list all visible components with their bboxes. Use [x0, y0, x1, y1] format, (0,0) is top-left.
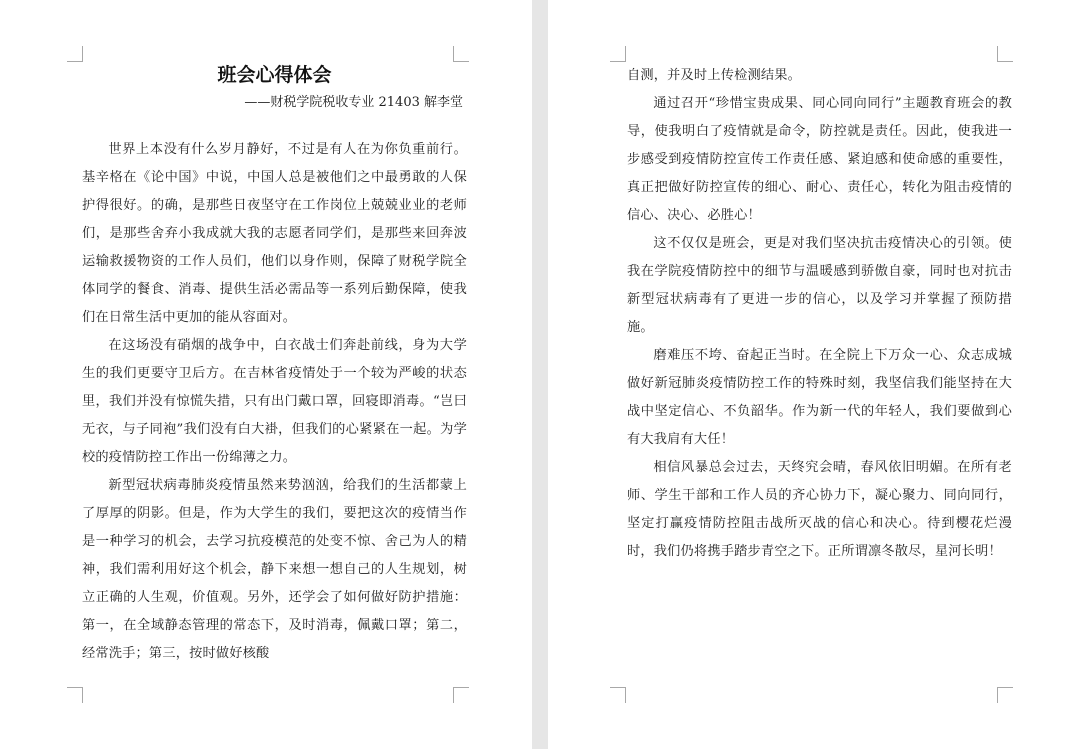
page-corner-mark: [67, 687, 83, 703]
paragraph: 通过召开“珍惜宝贵成果、同心同向同行”主题教育班会的教导，使我明白了疫情就是命令，防控就是责任。因此，使我进一步感受到疫情防控宣传工作责任感、紧迫感和使命感的重要性，真正把做好防控宣传的细心、耐心、责任心，转化为阻击疫情的信心、决心、必胜心！: [627, 96, 1012, 223]
paragraph-continuation: 自测，并及时上传检测结果。: [627, 68, 802, 83]
paragraph: 新型冠状病毒肺炎疫情虽然来势汹汹，给我们的生活都蒙上了厚厚的阴影。但是，作为大学生的我们，要把这次的疫情当作是一种学习的机会，去学习抗疫模范的处变不惊、舍己为人的精神，我们需利用好这个机会，静下来想一想自己的人生规划，树立正确的人生观，价值观。另外，还学会了如何做好防护措施：第一，在全域静态管理的常态下，及时消毒，佩戴口罩；第二，经常洗手；第三，按时做好核酸: [82, 478, 467, 661]
paragraph: 磨难压不垮、奋起正当时。在全院上下万众一心、众志成城做好新冠肺炎疫情防控工作的特殊时刻，我坚信我们能坚持在大战中坚定信心、不负韶华。作为新一代的年轻人，我们要做到心有大我肩有大任！: [627, 348, 1012, 447]
document-subtitle: ——财税学院税收专业 21403 解李堂: [244, 95, 463, 110]
page-corner-mark: [453, 46, 469, 62]
page-corner-mark: [67, 46, 83, 62]
document-page-right: [548, 0, 1080, 749]
paragraph: 世界上本没有什么岁月静好，不过是有人在为你负重前行。基辛格在《论中国》中说，中国人总是被他们之中最勇敢的人保护得很好。的确，是那些日夜坚守在工作岗位上兢兢业业的老师们，是那些舍弃小我成就大我的志愿者同学们，是那些来回奔波运输救援物资的工作人员们，他们以身作则，保障了财税学院全体同学的餐食、消毒、提供生活必需品等一系列后勤保障，使我们在日常生活中更加的能从容面对。: [82, 142, 467, 325]
paragraph: 在这场没有硝烟的战争中，白衣战士们奔赴前线，身为大学生的我们更要守卫后方。在吉林省疫情处于一个较为严峻的状态里，我们并没有惊慌失措，只有出门戴口罩，回寝即消毒。“岂曰无衣，与子同袍”我们没有白大褂，但我们的心紧紧在一起。为学校的疫情防控工作出一份绵薄之力。: [82, 338, 467, 465]
page-corner-mark: [997, 687, 1013, 703]
document-title: 班会心得体会: [217, 64, 332, 86]
page-corner-mark: [610, 687, 626, 703]
page-text-area[interactable]: [627, 62, 1012, 566]
paragraph: 相信风暴总会过去，天终究会晴，春风依旧明媚。在所有老师、学生干部和工作人员的齐心协力下，凝心聚力、同向同行，坚定打赢疫情防控阻击战所灭战的信心和决心。待到樱花烂漫时，我们仍将携手踏步青空之下。正所谓凛冬散尽，星河长明！: [627, 460, 1012, 559]
page-text-area[interactable]: [82, 62, 467, 668]
paragraph: 这不仅仅是班会，更是对我们坚决抗击疫情决心的引领。使我在学院疫情防控中的细节与温暖感到骄傲自豪，同时也对抗击新型冠状病毒有了更进一步的信心，以及学习并掌握了预防措施。: [627, 236, 1012, 335]
page-corner-mark: [997, 46, 1013, 62]
page-corner-mark: [453, 687, 469, 703]
page-corner-mark: [610, 46, 626, 62]
document-page-left: [0, 0, 532, 749]
